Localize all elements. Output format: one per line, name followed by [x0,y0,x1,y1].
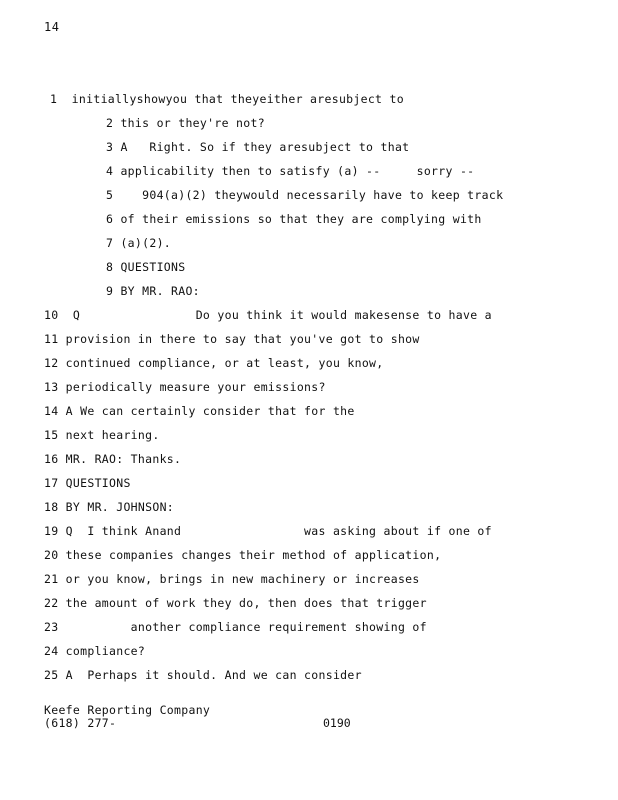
company-name: Keefe Reporting Company [44,703,211,717]
transcript-line: 20 these companies changes their method of application, [44,548,442,562]
transcript-line: 16 MR. RAO: Thanks. [44,452,182,466]
phone-prefix: (618) 277- [44,716,117,730]
transcript-line: 14 A We can certainly consider that for the [44,404,355,418]
transcript-line: 25 A Perhaps it should. And we can consider [44,668,362,682]
transcript-line: 19 Q I think Anand was asking about if one of [44,524,492,538]
transcript-line: 24 compliance? [44,644,146,658]
transcript-line: 7 (a)(2). [106,236,172,250]
transcript-line: 15 next hearing. [44,428,160,442]
transcript-line: 17 QUESTIONS [44,476,131,490]
transcript-line: 13 periodically measure your emissions? [44,380,326,394]
transcript-line: 1 initiallyshowyou that theyeither aresubject to [50,92,404,106]
phone-number: 0190 [323,716,351,730]
transcript-line: 21 or you know, brings in new machinery or increases [44,572,420,586]
page-number: 14 [44,20,60,34]
transcript-line: 10 Q Do you think it would makesense to have a [44,308,492,322]
transcript-line: 23 another compliance requirement showing of [44,620,427,634]
transcript-line: 8 QUESTIONS [106,260,186,274]
transcript-line: 2 this or they're not? [106,116,265,130]
transcript-line: 22 the amount of work they do, then does that trigger [44,596,427,610]
transcript-line: 9 BY MR. RAO: [106,284,200,298]
transcript-line: 3 A Right. So if they aresubject to that [106,140,410,154]
transcript-line: 6 of their emissions so that they are complying with [106,212,482,226]
transcript-line: 12 continued compliance, or at least, you know, [44,356,384,370]
transcript-line: 4 applicability then to satisfy (a) -- sorry -- [106,164,475,178]
transcript-line: 18 BY MR. JOHNSON: [44,500,175,514]
transcript-line: 5 904(a)(2) theywould necessarily have to keep track [106,188,504,202]
transcript-line: 11 provision in there to say that you've got to show [44,332,420,346]
